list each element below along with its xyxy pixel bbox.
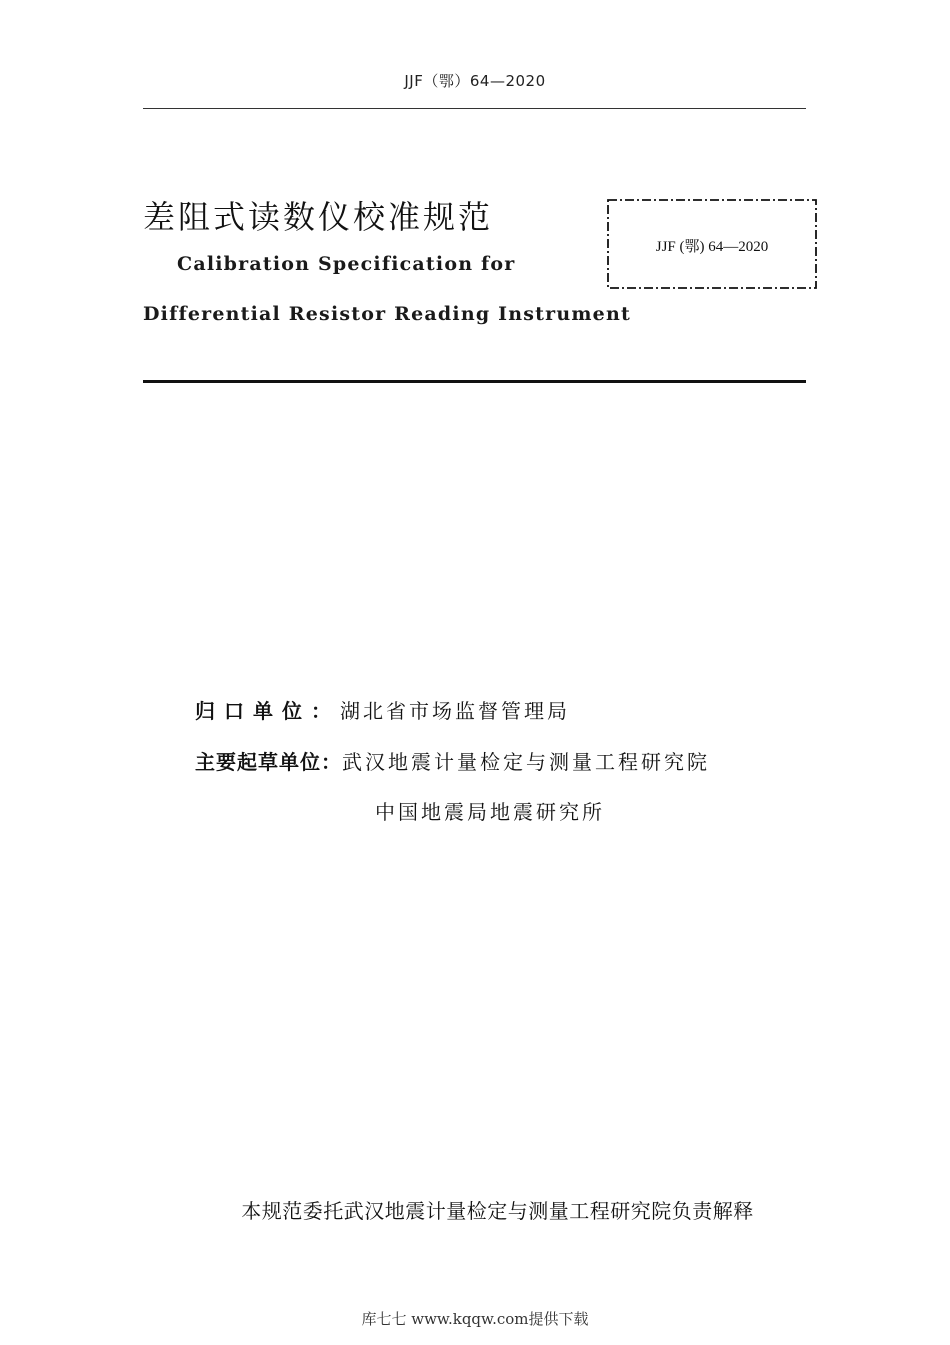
drafters-row — [195, 746, 710, 775]
interpretation-note: 本规范委托武汉地震计量检定与测量工程研究院负责解释 — [241, 1199, 754, 1223]
english-title-line-2: Differential Resistor Reading Instrument — [143, 303, 631, 325]
drafters-label: 主要起草单位： — [195, 750, 342, 774]
authority-row — [195, 695, 570, 724]
authority-label: 归口单位： — [195, 699, 340, 723]
chinese-title: 差阻式读数仪校准规范 — [143, 198, 494, 236]
drafters-value-2: 中国地震局地震研究所 — [375, 800, 605, 824]
authority-value: 湖北省市场监督管理局 — [340, 699, 570, 723]
drafters-row-2 — [375, 796, 605, 825]
title-divider — [143, 380, 806, 383]
running-header-code: JJF（鄂）64—2020 — [404, 72, 546, 90]
standard-code-box — [607, 199, 817, 289]
download-footer: 库七七 www.kqqw.com提供下载 — [361, 1310, 589, 1328]
drafters-value-1: 武汉地震计量检定与测量工程研究院 — [342, 750, 710, 774]
standard-code-label: JJF (鄂) 64—2020 — [655, 239, 769, 255]
header-divider — [143, 108, 806, 109]
english-title-line-1: Calibration Specification for — [177, 253, 516, 275]
